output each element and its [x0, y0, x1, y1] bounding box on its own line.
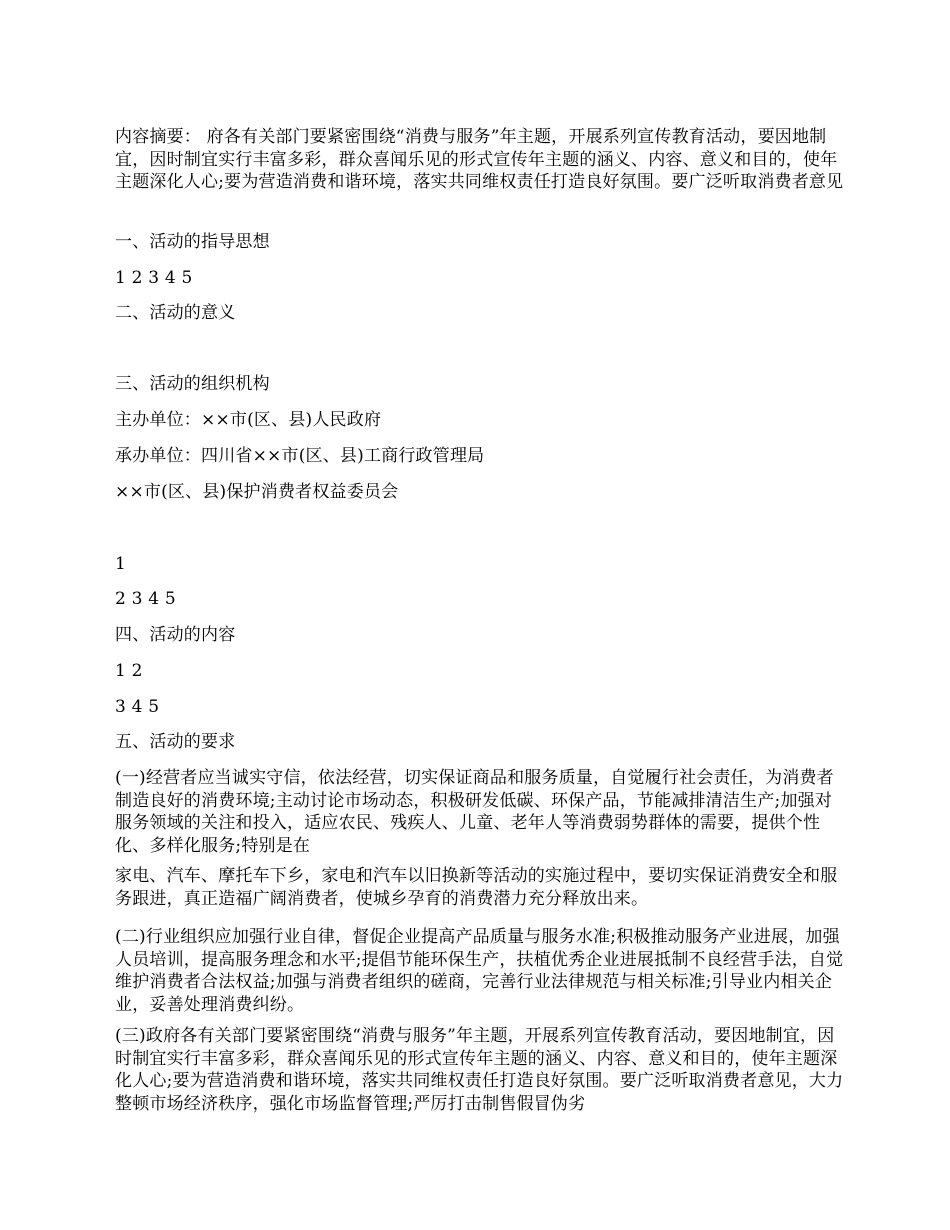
requirement-paragraph-3: (三)政府各有关部门要紧密围绕“消费与服务”年主题，开展系列宣传教育活动，要因地制宜，因时制宜实行丰富多彩，群众喜闻乐见的形式宣传年主题的涵义、内容、意义和目的，使年主题深化人心;要为营造消费和谐环境，落实共同维权责任打造良好氛围。要广泛听取消费者意见，大力整顿市场经济秩序，强化市场监督管理;严厉打击制售假冒伪劣	[115, 1026, 844, 1114]
number-list: 1 2 3 4 5	[115, 268, 193, 288]
requirement-paragraph-1: (一)经营者应当诚实守信，依法经营，切实保证商品和服务质量，自觉履行社会责任，为消费者制造良好的消费环境;主动讨论市场动态，积极研发低碳、环保产品，节能减排清洁生产;加强对服务领域的关注和投入，适应农民、残疾人、儿童、老年人等消费弱势群体的需要，提供个性化、多样化服务;特别是在	[115, 768, 834, 856]
requirement-paragraph-2: (二)行业组织应加强行业自律，督促企业提高产品质量与服务水准;积极推动服务产业进展，加强人员培训，提高服务理念和水平;提倡节能环保生产，扶植优秀企业进展抵制不良经营手法，自觉维护消费者合法权益;加强与消费者组织的磋商，完善行业法律规范与相关标准;引导业内相关企业，妥善处理消费纠纷。	[115, 927, 844, 1015]
number-list: 2 3 4 5	[115, 589, 176, 609]
requirement-paragraph-1-continued: 家电、汽车、摩托车下乡，家电和汽车以旧换新等活动的实施过程中，要切实保证消费安全和服务跟进，真正造福广阔消费者，使城乡孕育的消费潜力充分释放出来。	[115, 866, 838, 909]
heading-guiding-ideology: 一、活动的指导思想	[115, 232, 270, 252]
summary-paragraph: 内容摘要： 府各有关部门要紧密围绕“消费与服务”年主题，开展系列宣传教育活动，要因地制宜，因时制宜实行丰富多彩，群众喜闻乐见的形式宣传年主题的涵义、内容、意义和目的，使年主题深化人心;要为营造消费和谐环境，落实共同维权责任打造良好氛围。要广泛听取消费者意见	[115, 127, 844, 192]
heading-organization: 三、活动的组织机构	[115, 374, 270, 394]
host-unit: 主办单位：××市(区、县)人民政府	[115, 410, 382, 430]
heading-significance: 二、活动的意义	[115, 303, 236, 323]
number-list: 3 4 5	[115, 697, 160, 717]
number-list: 1 2	[115, 661, 143, 681]
number-list: 1	[115, 554, 127, 574]
heading-content: 四、活动的内容	[115, 625, 236, 645]
heading-requirements: 五、活动的要求	[115, 732, 236, 752]
organizer-unit: 承办单位：四川省××市(区、县)工商行政管理局	[115, 446, 485, 466]
committee-unit: ××市(区、县)保护消费者权益委员会	[115, 482, 399, 502]
